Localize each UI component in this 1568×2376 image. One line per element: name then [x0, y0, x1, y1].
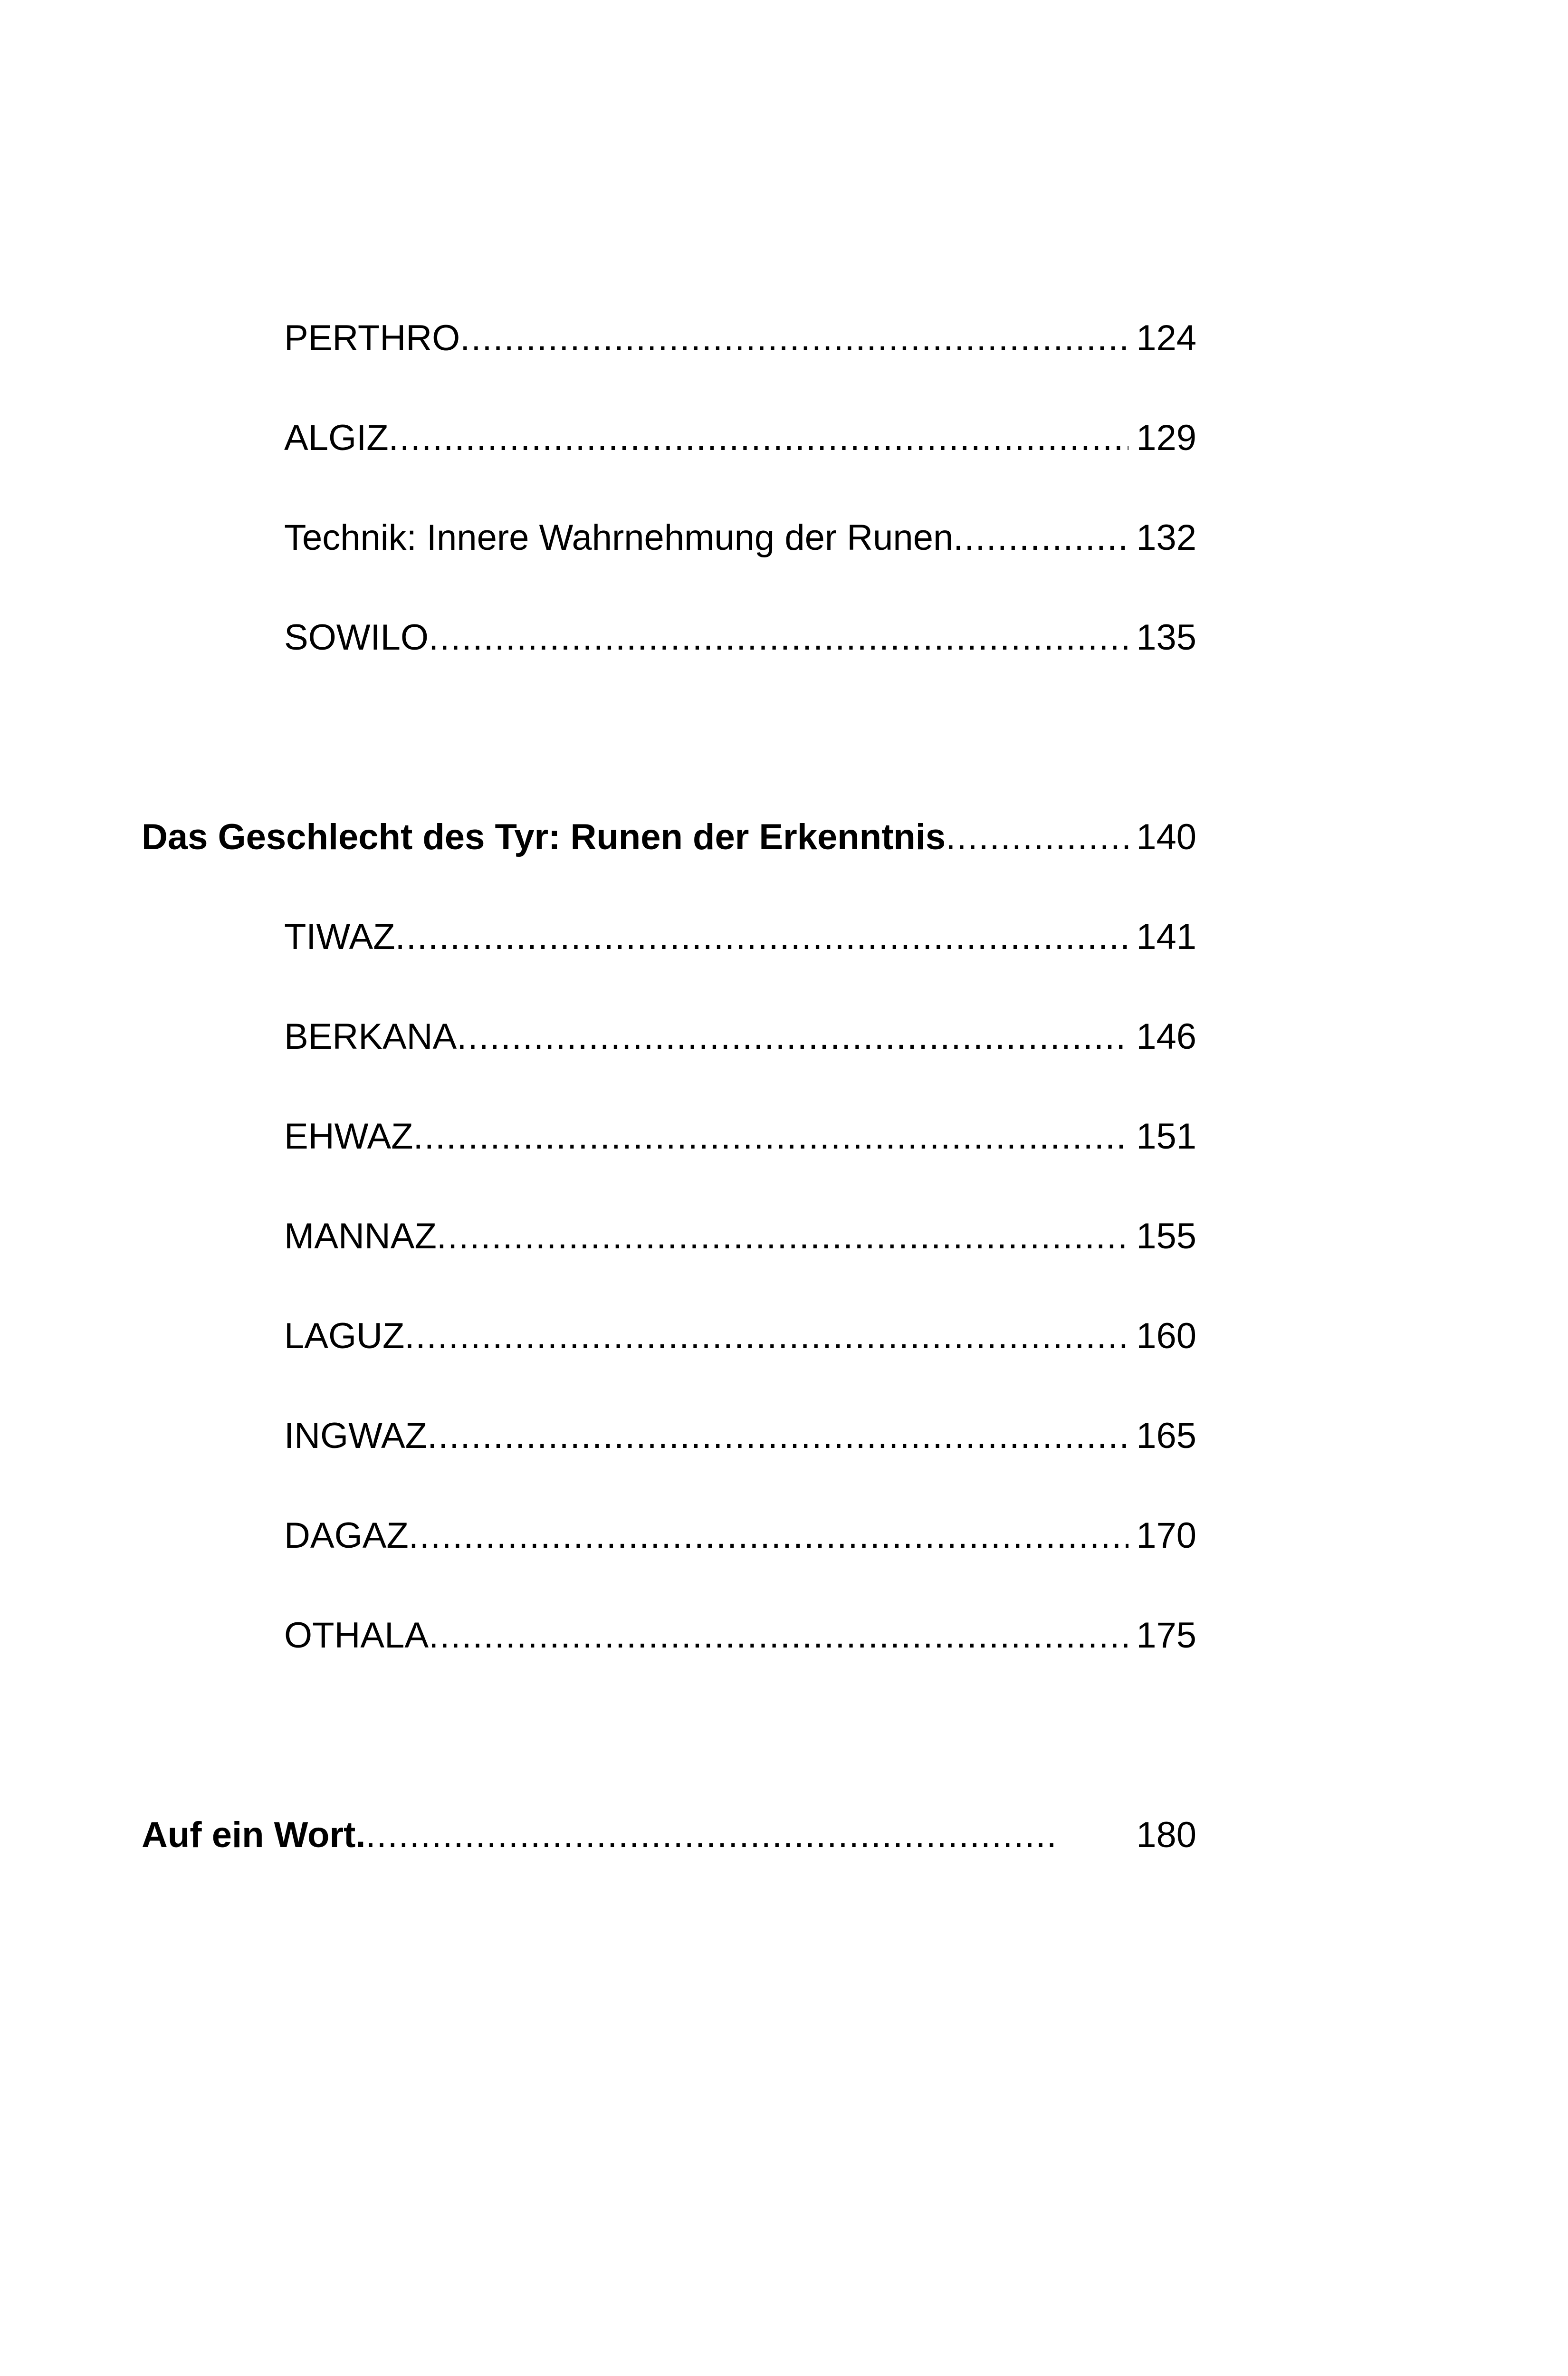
dot-leader	[413, 1108, 1129, 1165]
toc-entry-technik[interactable]	[284, 509, 1196, 566]
toc-entry-page: 141	[1136, 917, 1196, 957]
toc-entry-page: 146	[1136, 1016, 1196, 1057]
toc-section-tyr[interactable]	[142, 809, 1196, 866]
dot-leader	[429, 609, 1128, 666]
toc-entry-page: 132	[1136, 517, 1196, 558]
toc-entry-dagaz[interactable]	[284, 1507, 1196, 1564]
toc-entry-ingwaz[interactable]	[284, 1408, 1196, 1465]
toc-entry-ehwaz[interactable]	[284, 1108, 1196, 1165]
toc-entry-tiwaz[interactable]	[284, 909, 1196, 966]
toc-entry-title: DAGAZ	[284, 1515, 409, 1556]
toc-entry-laguz[interactable]	[284, 1308, 1196, 1365]
toc-entry-title: LAGUZ	[284, 1316, 405, 1356]
dot-leader	[365, 1807, 1059, 1864]
toc-entry-algiz[interactable]	[284, 410, 1196, 467]
dot-leader	[457, 1008, 1128, 1065]
toc-entry-title: SOWILO	[284, 617, 429, 658]
toc-entry-page: 165	[1136, 1416, 1196, 1456]
dot-leader	[437, 1208, 1128, 1265]
toc-entry-page: 175	[1136, 1615, 1196, 1656]
toc-section-title: Auf ein Wort.	[142, 1815, 366, 1855]
toc-entry-page: 155	[1136, 1216, 1196, 1256]
toc-section-title: Das Geschlecht des Tyr: Runen der Erkenntnis	[142, 817, 946, 857]
dot-leader	[409, 1507, 1128, 1564]
toc-entry-berkana[interactable]	[284, 1008, 1196, 1065]
dot-leader	[946, 809, 1128, 866]
toc-section-page: 180	[1136, 1815, 1196, 1855]
toc-entry-page: 124	[1136, 318, 1196, 358]
toc-entry-title: OTHALA	[284, 1615, 429, 1656]
dot-leader	[389, 410, 1129, 467]
toc-entry-title: TIWAZ	[284, 917, 395, 957]
toc-section-auf-ein-wort[interactable]	[142, 1807, 1196, 1864]
dot-leader	[427, 1408, 1128, 1465]
toc-entry-title: Technik: Innere Wahrnehmung der Runen	[284, 517, 954, 558]
toc-entry-title: ALGIZ	[284, 418, 389, 458]
toc-entry-mannaz[interactable]	[284, 1208, 1196, 1265]
dot-leader	[395, 909, 1129, 966]
dot-leader	[404, 1308, 1128, 1365]
toc-entry-page: 160	[1136, 1316, 1196, 1356]
toc-entry-othala[interactable]	[284, 1607, 1196, 1664]
toc-entry-page: 170	[1136, 1515, 1196, 1556]
toc-entry-title: MANNAZ	[284, 1216, 437, 1256]
toc-entry-page: 129	[1136, 418, 1196, 458]
dot-leader	[460, 310, 1128, 367]
toc-entry-page: 151	[1136, 1116, 1196, 1157]
toc-entry-title: PERTHRO	[284, 318, 460, 358]
toc-entry-sowilo[interactable]	[284, 609, 1196, 666]
toc-entry-title: INGWAZ	[284, 1416, 428, 1456]
dot-leader	[429, 1607, 1128, 1664]
toc-entry-title: BERKANA	[284, 1016, 457, 1057]
toc-entry-title: EHWAZ	[284, 1116, 413, 1157]
toc-entry-page: 135	[1136, 617, 1196, 658]
toc-section-page: 140	[1136, 817, 1196, 857]
toc-entry-perthro[interactable]	[284, 310, 1196, 367]
dot-leader	[953, 509, 1128, 566]
